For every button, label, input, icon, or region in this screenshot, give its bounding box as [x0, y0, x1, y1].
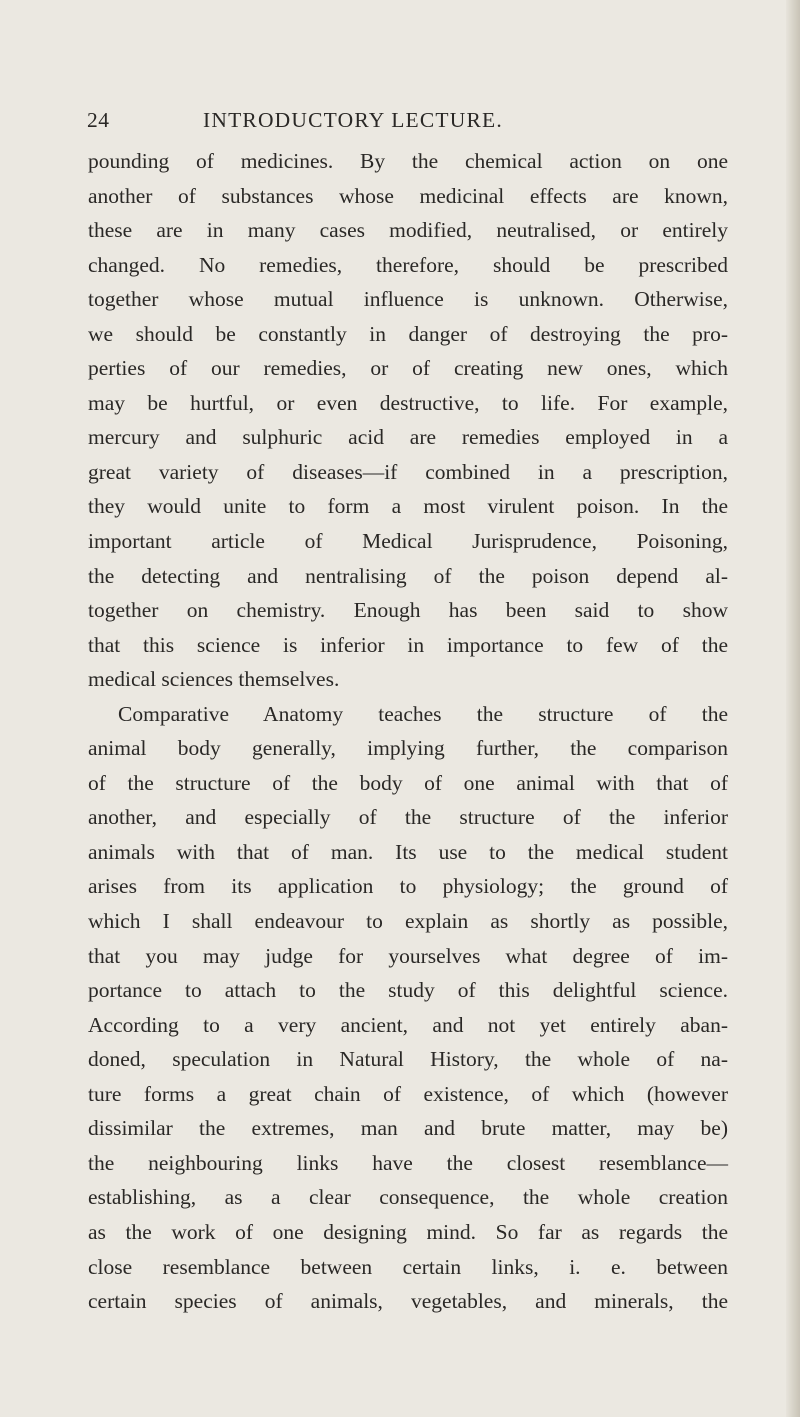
paragraph-start-line: Comparative Anatomy teaches the structure of the — [118, 701, 728, 726]
text-line: we should be constantly in danger of destroying the pro- — [88, 321, 728, 346]
text-line: establishing, as a clear consequence, the whole creation — [88, 1185, 728, 1210]
text-line: of the structure of the body of one animal with that of — [88, 770, 728, 795]
text-line: great variety of diseases—if combined in a prescription, — [88, 459, 728, 484]
text-line: the neighbouring links have the closest resemblance— — [88, 1150, 728, 1175]
text-line: ture forms a great chain of existence, of which (however — [88, 1081, 728, 1106]
text-line: animal body generally, implying further, the comparison — [88, 736, 728, 761]
text-line: another of substances whose medicinal effects are known, — [88, 183, 728, 208]
running-title: INTRODUCTORY LECTURE. — [203, 108, 503, 132]
text-line: pounding of medicines. By the chemical action on one — [88, 149, 728, 173]
text-line: According to a very ancient, and not yet entirely aban- — [88, 1012, 728, 1037]
text-line: another, and especially of the structure of the inferior — [88, 805, 728, 830]
text-line: that this science is inferior in importance to few of the — [88, 632, 728, 657]
text-line: as the work of one designing mind. So far as regards the — [88, 1219, 728, 1244]
body-text — [88, 144, 728, 1319]
text-line: that you may judge for yourselves what degree of im- — [88, 943, 728, 968]
text-line: the detecting and nentralising of the poison depend al- — [88, 563, 728, 588]
page-header — [87, 108, 727, 138]
page-edge-shadow — [786, 0, 800, 1417]
text-line: which I shall endeavour to explain as shortly as possible, — [88, 909, 728, 934]
text-line: mercury and sulphuric acid are remedies employed in a — [88, 425, 728, 450]
text-line: these are in many cases modified, neutralised, or entirely — [88, 218, 728, 243]
text-line: arises from its application to physiology; the ground of — [88, 874, 728, 899]
page-number: 24 — [87, 108, 110, 132]
text-line: certain species of animals, vegetables, and minerals, the — [88, 1289, 728, 1314]
text-line: animals with that of man. Its use to the medical student — [88, 839, 728, 864]
text-line: they would unite to form a most virulent poison. In the — [88, 494, 728, 519]
text-line: together whose mutual influence is unknown. Otherwise, — [88, 287, 728, 312]
text-line: perties of our remedies, or of creating new ones, which — [88, 356, 728, 381]
text-line: doned, speculation in Natural History, the whole of na- — [88, 1047, 728, 1072]
text-line: important article of Medical Jurisprudence, Poisoning, — [88, 529, 728, 554]
text-line: portance to attach to the study of this delightful science. — [88, 978, 728, 1003]
text-line: dissimilar the extremes, man and brute matter, may be) — [88, 1116, 728, 1141]
text-line: changed. No remedies, therefore, should be prescribed — [88, 252, 728, 277]
text-line: may be hurtful, or even destructive, to life. For example, — [88, 390, 728, 415]
text-line: together on chemistry. Enough has been said to show — [88, 598, 728, 623]
text-line: medical sciences themselves. — [88, 667, 340, 692]
text-line: close resemblance between certain links, i. e. between — [88, 1254, 728, 1279]
